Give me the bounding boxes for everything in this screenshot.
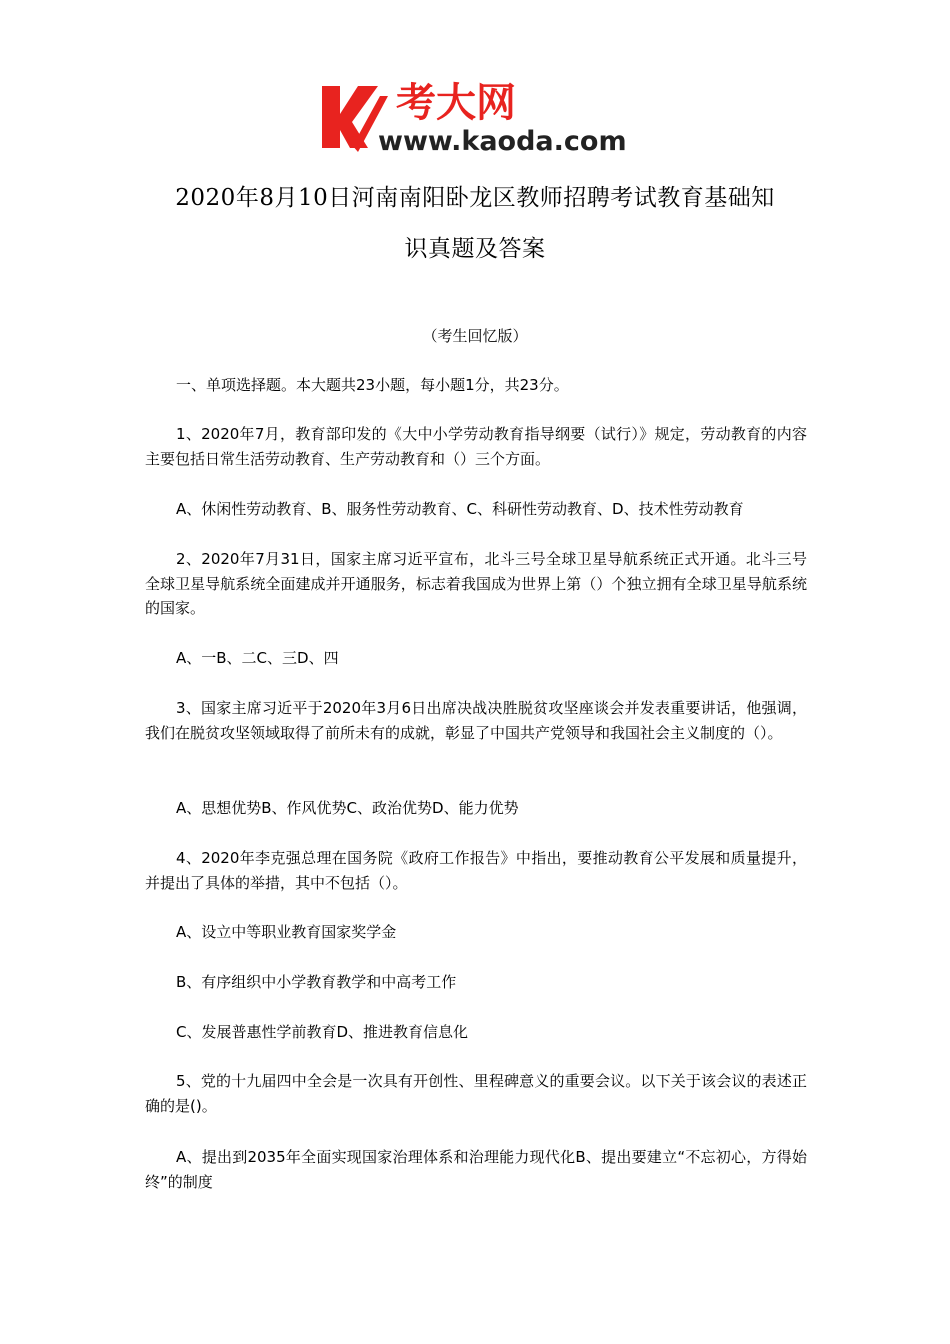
logo-url-text: www.kaoda.com	[378, 126, 627, 157]
document-title-line-2: 识真题及答案	[404, 236, 546, 262]
question-4-option-a: A、设立中等职业教育国家奖学金	[176, 923, 397, 941]
document-title-line-1: 2020年8月10日河南南阳卧龙区教师招聘考试教育基础知	[175, 185, 775, 211]
question-3-options: A、思想优势B、作风优势C、政治优势D、能力优势	[176, 799, 519, 817]
kaoda-logo	[318, 78, 638, 158]
question-4-option-cd: C、发展普惠性学前教育D、推进教育信息化	[176, 1023, 469, 1041]
question-4: 4、2020年李克强总理在国务院《政府工作报告》中指出，要推动教育公平发展和质量提升，并提出了具体的举措，其中不包括（）。	[145, 849, 807, 892]
logo-brand-text: 考大网	[396, 80, 516, 126]
question-5-options: A、提出到2035年全面实现国家治理体系和治理能力现代化B、提出要建立“不忘初心，方得始终”的制度	[145, 1148, 807, 1191]
question-1-options: A、休闲性劳动教育、B、服务性劳动教育、C、科研性劳动教育、D、技术性劳动教育	[176, 500, 744, 518]
document-subtitle: （考生回忆版）	[422, 327, 528, 345]
question-5: 5、党的十九届四中全会是一次具有开创性、里程碑意义的重要会议。以下关于该会议的表述正确的是()。	[145, 1072, 807, 1115]
question-1: 1、2020年7月，教育部印发的《大中小学劳动教育指导纲要（试行）》规定，劳动教育的内容主要包括日常生活劳动教育、生产劳动教育和（）三个方面。	[145, 425, 807, 468]
question-4-option-b: B、有序组织中小学教育教学和中高考工作	[176, 973, 457, 991]
question-2-options: A、一B、二C、三D、四	[176, 649, 339, 667]
section-heading: 一、单项选择题。本大题共23小题，每小题1分，共23分。	[176, 376, 569, 394]
question-2: 2、2020年7月31日，国家主席习近平宣布，北斗三号全球卫星导航系统正式开通。北斗三号全球卫星导航系统全面建成并开通服务，标志着我国成为世界上第（）个独立拥有全球卫星导航系统的国家。	[145, 550, 807, 617]
logo-graphic	[318, 78, 638, 158]
question-3: 3、国家主席习近平于2020年3月6日出席决战决胜脱贫攻坚座谈会并发表重要讲话，他强调，我们在脱贫攻坚领域取得了前所未有的成就，彰显了中国共产党领导和我国社会主义制度的（）。	[145, 699, 807, 742]
